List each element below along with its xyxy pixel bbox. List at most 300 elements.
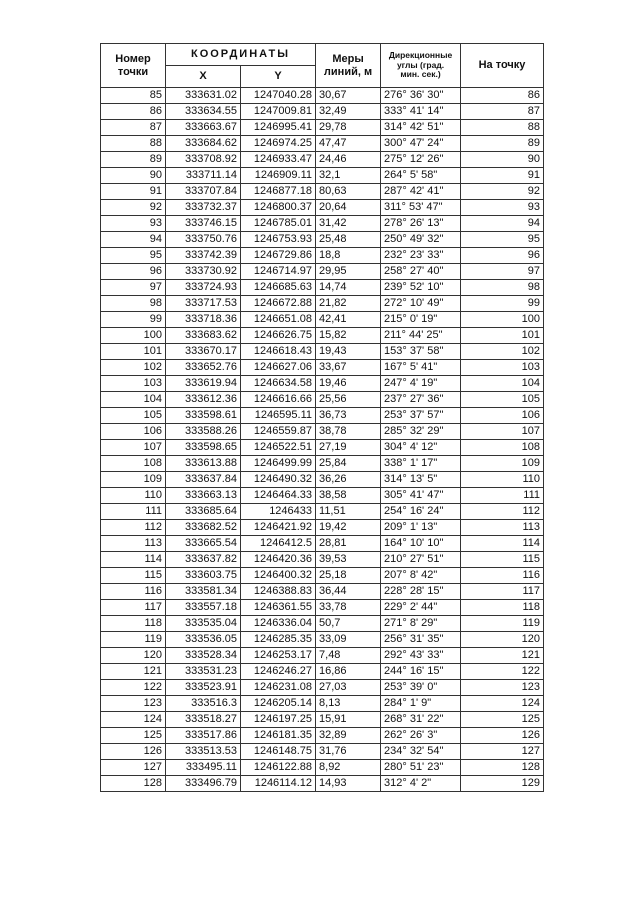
cell-to-point: 128 xyxy=(461,760,544,776)
cell-to-point: 98 xyxy=(461,280,544,296)
cell-to-point: 125 xyxy=(461,712,544,728)
cell-point-number: 107 xyxy=(101,440,166,456)
cell-point-number: 118 xyxy=(101,616,166,632)
header-point-number-line2: точки xyxy=(117,65,149,78)
cell-y: 1246490.32 xyxy=(241,472,316,488)
cell-to-point: 97 xyxy=(461,264,544,280)
cell-direction-angle: 211° 44' 25" xyxy=(381,328,461,344)
cell-to-point: 110 xyxy=(461,472,544,488)
cell-line-length: 14,74 xyxy=(316,280,381,296)
cell-to-point: 111 xyxy=(461,488,544,504)
cell-to-point: 86 xyxy=(461,88,544,104)
table-row xyxy=(101,664,544,680)
cell-y: 1246181.35 xyxy=(241,728,316,744)
cell-direction-angle: 311° 53' 47" xyxy=(381,200,461,216)
cell-x: 333517.86 xyxy=(166,728,241,744)
cell-x: 333535.04 xyxy=(166,616,241,632)
cell-line-length: 28,81 xyxy=(316,536,381,552)
cell-line-length: 32,89 xyxy=(316,728,381,744)
table-row xyxy=(101,600,544,616)
cell-to-point: 121 xyxy=(461,648,544,664)
table-row xyxy=(101,488,544,504)
cell-line-length: 31,42 xyxy=(316,216,381,232)
cell-x: 333711.14 xyxy=(166,168,241,184)
cell-direction-angle: 338° 1' 17" xyxy=(381,456,461,472)
table-row xyxy=(101,504,544,520)
header-row-main xyxy=(101,44,544,66)
table-row xyxy=(101,328,544,344)
cell-to-point: 120 xyxy=(461,632,544,648)
cell-direction-angle: 314° 13' 5" xyxy=(381,472,461,488)
cell-to-point: 102 xyxy=(461,344,544,360)
table-row xyxy=(101,360,544,376)
cell-line-length: 25,48 xyxy=(316,232,381,248)
cell-y: 1247040.28 xyxy=(241,88,316,104)
table-row xyxy=(101,440,544,456)
cell-to-point: 109 xyxy=(461,456,544,472)
header-line-length-line2: линий, м xyxy=(323,65,373,78)
table-row xyxy=(101,616,544,632)
cell-y: 1246753.93 xyxy=(241,232,316,248)
cell-y: 1246122.88 xyxy=(241,760,316,776)
cell-x: 333652.76 xyxy=(166,360,241,376)
header-x: X xyxy=(166,66,241,88)
cell-line-length: 25,84 xyxy=(316,456,381,472)
cell-x: 333685.64 xyxy=(166,504,241,520)
cell-x: 333496.79 xyxy=(166,776,241,792)
cell-x: 333598.61 xyxy=(166,408,241,424)
cell-point-number: 105 xyxy=(101,408,166,424)
cell-point-number: 86 xyxy=(101,104,166,120)
table-row xyxy=(101,88,544,104)
cell-x: 333718.36 xyxy=(166,312,241,328)
cell-point-number: 114 xyxy=(101,552,166,568)
cell-y: 1246933.47 xyxy=(241,152,316,168)
header-y: Y xyxy=(241,66,316,88)
cell-x: 333637.84 xyxy=(166,472,241,488)
cell-y: 1247009.81 xyxy=(241,104,316,120)
cell-direction-angle: 276° 36' 30" xyxy=(381,88,461,104)
cell-line-length: 30,67 xyxy=(316,88,381,104)
cell-to-point: 91 xyxy=(461,168,544,184)
table-row xyxy=(101,216,544,232)
cell-direction-angle: 234° 32' 54" xyxy=(381,744,461,760)
cell-line-length: 38,78 xyxy=(316,424,381,440)
cell-x: 333603.75 xyxy=(166,568,241,584)
cell-direction-angle: 253° 37' 57" xyxy=(381,408,461,424)
table-row xyxy=(101,376,544,392)
cell-line-length: 27,03 xyxy=(316,680,381,696)
table-row xyxy=(101,728,544,744)
cell-y: 1246800.37 xyxy=(241,200,316,216)
cell-to-point: 103 xyxy=(461,360,544,376)
cell-y: 1246627.06 xyxy=(241,360,316,376)
cell-direction-angle: 232° 23' 33" xyxy=(381,248,461,264)
table-row xyxy=(101,456,544,472)
cell-direction-angle: 268° 31' 22" xyxy=(381,712,461,728)
cell-y: 1246148.75 xyxy=(241,744,316,760)
cell-point-number: 100 xyxy=(101,328,166,344)
cell-to-point: 96 xyxy=(461,248,544,264)
cell-point-number: 95 xyxy=(101,248,166,264)
cell-direction-angle: 304° 4' 12" xyxy=(381,440,461,456)
cell-direction-angle: 228° 28' 15" xyxy=(381,584,461,600)
cell-line-length: 21,82 xyxy=(316,296,381,312)
table-row xyxy=(101,648,544,664)
cell-x: 333730.92 xyxy=(166,264,241,280)
cell-to-point: 117 xyxy=(461,584,544,600)
cell-line-length: 19,43 xyxy=(316,344,381,360)
cell-y: 1246253.17 xyxy=(241,648,316,664)
cell-line-length: 50,7 xyxy=(316,616,381,632)
cell-y: 1246361.55 xyxy=(241,600,316,616)
cell-line-length: 36,26 xyxy=(316,472,381,488)
cell-y: 1246336.04 xyxy=(241,616,316,632)
cell-line-length: 33,78 xyxy=(316,600,381,616)
cell-x: 333665.54 xyxy=(166,536,241,552)
cell-line-length: 19,42 xyxy=(316,520,381,536)
table-row xyxy=(101,760,544,776)
cell-x: 333682.52 xyxy=(166,520,241,536)
table-row xyxy=(101,248,544,264)
cell-line-length: 25,18 xyxy=(316,568,381,584)
cell-y: 1246420.36 xyxy=(241,552,316,568)
cell-to-point: 126 xyxy=(461,728,544,744)
cell-y: 1246421.92 xyxy=(241,520,316,536)
cell-point-number: 108 xyxy=(101,456,166,472)
cell-x: 333513.53 xyxy=(166,744,241,760)
cell-direction-angle: 247° 4' 19" xyxy=(381,376,461,392)
cell-direction-angle: 209° 1' 13" xyxy=(381,520,461,536)
cell-x: 333684.62 xyxy=(166,136,241,152)
table-body xyxy=(101,88,544,792)
table-row xyxy=(101,280,544,296)
cell-line-length: 47,47 xyxy=(316,136,381,152)
cell-y: 1246785.01 xyxy=(241,216,316,232)
cell-direction-angle: 271° 8' 29" xyxy=(381,616,461,632)
table-row xyxy=(101,552,544,568)
header-point-number-line1: Номер xyxy=(115,52,151,65)
cell-direction-angle: 250° 49' 32" xyxy=(381,232,461,248)
cell-to-point: 105 xyxy=(461,392,544,408)
cell-direction-angle: 314° 42' 51" xyxy=(381,120,461,136)
cell-point-number: 106 xyxy=(101,424,166,440)
cell-y: 1246626.75 xyxy=(241,328,316,344)
cell-point-number: 103 xyxy=(101,376,166,392)
cell-x: 333663.67 xyxy=(166,120,241,136)
cell-to-point: 92 xyxy=(461,184,544,200)
cell-point-number: 89 xyxy=(101,152,166,168)
cell-y: 1246877.18 xyxy=(241,184,316,200)
table-row xyxy=(101,520,544,536)
cell-line-length: 19,46 xyxy=(316,376,381,392)
table-row xyxy=(101,568,544,584)
cell-point-number: 96 xyxy=(101,264,166,280)
cell-to-point: 129 xyxy=(461,776,544,792)
cell-line-length: 15,91 xyxy=(316,712,381,728)
header-line-length-line1: Меры xyxy=(332,52,364,65)
header-direction-angles xyxy=(381,44,461,88)
table-row xyxy=(101,408,544,424)
cell-to-point: 89 xyxy=(461,136,544,152)
cell-x: 333634.55 xyxy=(166,104,241,120)
cell-direction-angle: 253° 39' 0" xyxy=(381,680,461,696)
cell-line-length: 7,48 xyxy=(316,648,381,664)
cell-x: 333557.18 xyxy=(166,600,241,616)
cell-x: 333598.65 xyxy=(166,440,241,456)
cell-y: 1246433 xyxy=(241,504,316,520)
cell-direction-angle: 254° 16' 24" xyxy=(381,504,461,520)
cell-point-number: 102 xyxy=(101,360,166,376)
header-direction-angles-line2: углы (град. xyxy=(396,59,445,70)
cell-direction-angle: 284° 1' 9" xyxy=(381,696,461,712)
cell-line-length: 11,51 xyxy=(316,504,381,520)
cell-point-number: 116 xyxy=(101,584,166,600)
cell-point-number: 99 xyxy=(101,312,166,328)
cell-direction-angle: 153° 37' 58" xyxy=(381,344,461,360)
cell-point-number: 113 xyxy=(101,536,166,552)
cell-direction-angle: 280° 51' 23" xyxy=(381,760,461,776)
cell-point-number: 90 xyxy=(101,168,166,184)
table-row xyxy=(101,712,544,728)
cell-line-length: 20,64 xyxy=(316,200,381,216)
cell-to-point: 94 xyxy=(461,216,544,232)
header-to-point: На точку xyxy=(461,44,544,88)
table-row xyxy=(101,392,544,408)
cell-x: 333750.76 xyxy=(166,232,241,248)
cell-direction-angle: 256° 31' 35" xyxy=(381,632,461,648)
cell-direction-angle: 215° 0' 19" xyxy=(381,312,461,328)
cell-y: 1246634.58 xyxy=(241,376,316,392)
cell-x: 333746.15 xyxy=(166,216,241,232)
cell-direction-angle: 333° 41' 14" xyxy=(381,104,461,120)
table-row xyxy=(101,680,544,696)
cell-direction-angle: 258° 27' 40" xyxy=(381,264,461,280)
cell-x: 333732.37 xyxy=(166,200,241,216)
cell-direction-angle: 292° 43' 33" xyxy=(381,648,461,664)
cell-to-point: 87 xyxy=(461,104,544,120)
table-row xyxy=(101,632,544,648)
table-row xyxy=(101,200,544,216)
cell-direction-angle: 300° 47' 24" xyxy=(381,136,461,152)
cell-y: 1246114.12 xyxy=(241,776,316,792)
cell-direction-angle: 207° 8' 42" xyxy=(381,568,461,584)
cell-x: 333670.17 xyxy=(166,344,241,360)
cell-x: 333724.93 xyxy=(166,280,241,296)
cell-y: 1246729.86 xyxy=(241,248,316,264)
cell-line-length: 25,56 xyxy=(316,392,381,408)
cell-line-length: 27,19 xyxy=(316,440,381,456)
cell-y: 1246231.08 xyxy=(241,680,316,696)
cell-x: 333637.82 xyxy=(166,552,241,568)
cell-line-length: 31,76 xyxy=(316,744,381,760)
cell-x: 333663.13 xyxy=(166,488,241,504)
cell-x: 333523.91 xyxy=(166,680,241,696)
cell-point-number: 87 xyxy=(101,120,166,136)
cell-y: 1246672.88 xyxy=(241,296,316,312)
cell-to-point: 100 xyxy=(461,312,544,328)
cell-y: 1246651.08 xyxy=(241,312,316,328)
cell-to-point: 95 xyxy=(461,232,544,248)
table-row xyxy=(101,472,544,488)
cell-line-length: 32,49 xyxy=(316,104,381,120)
cell-line-length: 8,13 xyxy=(316,696,381,712)
cell-to-point: 124 xyxy=(461,696,544,712)
cell-line-length: 16,86 xyxy=(316,664,381,680)
cell-y: 1246595.11 xyxy=(241,408,316,424)
cell-line-length: 33,67 xyxy=(316,360,381,376)
cell-point-number: 121 xyxy=(101,664,166,680)
table-row xyxy=(101,104,544,120)
table-row xyxy=(101,312,544,328)
cell-y: 1246388.83 xyxy=(241,584,316,600)
cell-to-point: 116 xyxy=(461,568,544,584)
cell-to-point: 106 xyxy=(461,408,544,424)
header-coordinates: КООРДИНАТЫ xyxy=(166,44,316,66)
cell-point-number: 119 xyxy=(101,632,166,648)
cell-x: 333612.36 xyxy=(166,392,241,408)
cell-y: 1246400.32 xyxy=(241,568,316,584)
cell-line-length: 15,82 xyxy=(316,328,381,344)
cell-line-length: 42,41 xyxy=(316,312,381,328)
table-row xyxy=(101,168,544,184)
cell-point-number: 125 xyxy=(101,728,166,744)
cell-x: 333536.05 xyxy=(166,632,241,648)
cell-point-number: 120 xyxy=(101,648,166,664)
cell-to-point: 119 xyxy=(461,616,544,632)
cell-direction-angle: 164° 10' 10" xyxy=(381,536,461,552)
cell-point-number: 128 xyxy=(101,776,166,792)
cell-y: 1246559.87 xyxy=(241,424,316,440)
cell-direction-angle: 167° 5' 41" xyxy=(381,360,461,376)
header-point-number xyxy=(101,44,166,88)
header-line-length xyxy=(316,44,381,88)
cell-to-point: 101 xyxy=(461,328,544,344)
cell-line-length: 14,93 xyxy=(316,776,381,792)
cell-direction-angle: 229° 2' 44" xyxy=(381,600,461,616)
cell-direction-angle: 275° 12' 26" xyxy=(381,152,461,168)
cell-point-number: 110 xyxy=(101,488,166,504)
cell-x: 333518.27 xyxy=(166,712,241,728)
cell-x: 333708.92 xyxy=(166,152,241,168)
cell-point-number: 101 xyxy=(101,344,166,360)
cell-line-length: 29,95 xyxy=(316,264,381,280)
cell-to-point: 127 xyxy=(461,744,544,760)
cell-point-number: 88 xyxy=(101,136,166,152)
cell-point-number: 127 xyxy=(101,760,166,776)
cell-to-point: 93 xyxy=(461,200,544,216)
cell-point-number: 91 xyxy=(101,184,166,200)
cell-direction-angle: 287° 42' 41" xyxy=(381,184,461,200)
cell-y: 1246522.51 xyxy=(241,440,316,456)
cell-y: 1246412.5 xyxy=(241,536,316,552)
cell-y: 1246464.33 xyxy=(241,488,316,504)
cell-x: 333613.88 xyxy=(166,456,241,472)
header-direction-angles-line1: Дирекционные xyxy=(388,49,453,60)
cell-y: 1246499.99 xyxy=(241,456,316,472)
cell-direction-angle: 305° 41' 47" xyxy=(381,488,461,504)
table-row xyxy=(101,536,544,552)
cell-line-length: 38,58 xyxy=(316,488,381,504)
cell-point-number: 112 xyxy=(101,520,166,536)
cell-x: 333707.84 xyxy=(166,184,241,200)
cell-direction-angle: 239° 52' 10" xyxy=(381,280,461,296)
cell-line-length: 29,78 xyxy=(316,120,381,136)
cell-line-length: 36,44 xyxy=(316,584,381,600)
cell-direction-angle: 210° 27' 51" xyxy=(381,552,461,568)
cell-line-length: 33,09 xyxy=(316,632,381,648)
cell-point-number: 122 xyxy=(101,680,166,696)
cell-to-point: 122 xyxy=(461,664,544,680)
table-row xyxy=(101,152,544,168)
cell-line-length: 39,53 xyxy=(316,552,381,568)
cell-direction-angle: 237° 27' 36" xyxy=(381,392,461,408)
cell-point-number: 115 xyxy=(101,568,166,584)
cell-line-length: 18,8 xyxy=(316,248,381,264)
cell-y: 1246995.41 xyxy=(241,120,316,136)
cell-line-length: 32,1 xyxy=(316,168,381,184)
cell-to-point: 123 xyxy=(461,680,544,696)
cell-to-point: 108 xyxy=(461,440,544,456)
cell-point-number: 98 xyxy=(101,296,166,312)
cell-direction-angle: 264° 5' 58" xyxy=(381,168,461,184)
cell-line-length: 80,63 xyxy=(316,184,381,200)
cell-x: 333588.26 xyxy=(166,424,241,440)
cell-x: 333528.34 xyxy=(166,648,241,664)
cell-x: 333531.23 xyxy=(166,664,241,680)
cell-y: 1246246.27 xyxy=(241,664,316,680)
cell-line-length: 24,46 xyxy=(316,152,381,168)
table-row xyxy=(101,120,544,136)
table-row xyxy=(101,296,544,312)
cell-to-point: 104 xyxy=(461,376,544,392)
table-row xyxy=(101,584,544,600)
table-row xyxy=(101,232,544,248)
cell-direction-angle: 312° 4' 2" xyxy=(381,776,461,792)
cell-point-number: 94 xyxy=(101,232,166,248)
cell-y: 1246285.35 xyxy=(241,632,316,648)
cell-y: 1246974.25 xyxy=(241,136,316,152)
cell-direction-angle: 285° 32' 29" xyxy=(381,424,461,440)
cell-point-number: 109 xyxy=(101,472,166,488)
cell-direction-angle: 272° 10' 49" xyxy=(381,296,461,312)
cell-point-number: 111 xyxy=(101,504,166,520)
cell-x: 333631.02 xyxy=(166,88,241,104)
cell-y: 1246205.14 xyxy=(241,696,316,712)
table-row xyxy=(101,776,544,792)
cell-point-number: 97 xyxy=(101,280,166,296)
cell-to-point: 90 xyxy=(461,152,544,168)
cell-point-number: 104 xyxy=(101,392,166,408)
cell-x: 333742.39 xyxy=(166,248,241,264)
cell-x: 333683.62 xyxy=(166,328,241,344)
header-direction-angles-line3: мин. сек.) xyxy=(400,69,441,80)
cell-x: 333619.94 xyxy=(166,376,241,392)
cell-y: 1246618.43 xyxy=(241,344,316,360)
cell-point-number: 93 xyxy=(101,216,166,232)
cell-to-point: 99 xyxy=(461,296,544,312)
table-row xyxy=(101,184,544,200)
cell-point-number: 85 xyxy=(101,88,166,104)
cell-y: 1246616.66 xyxy=(241,392,316,408)
cell-point-number: 92 xyxy=(101,200,166,216)
cell-to-point: 115 xyxy=(461,552,544,568)
cell-line-length: 8,92 xyxy=(316,760,381,776)
cell-to-point: 114 xyxy=(461,536,544,552)
cell-y: 1246909.11 xyxy=(241,168,316,184)
table-row xyxy=(101,696,544,712)
cell-to-point: 107 xyxy=(461,424,544,440)
